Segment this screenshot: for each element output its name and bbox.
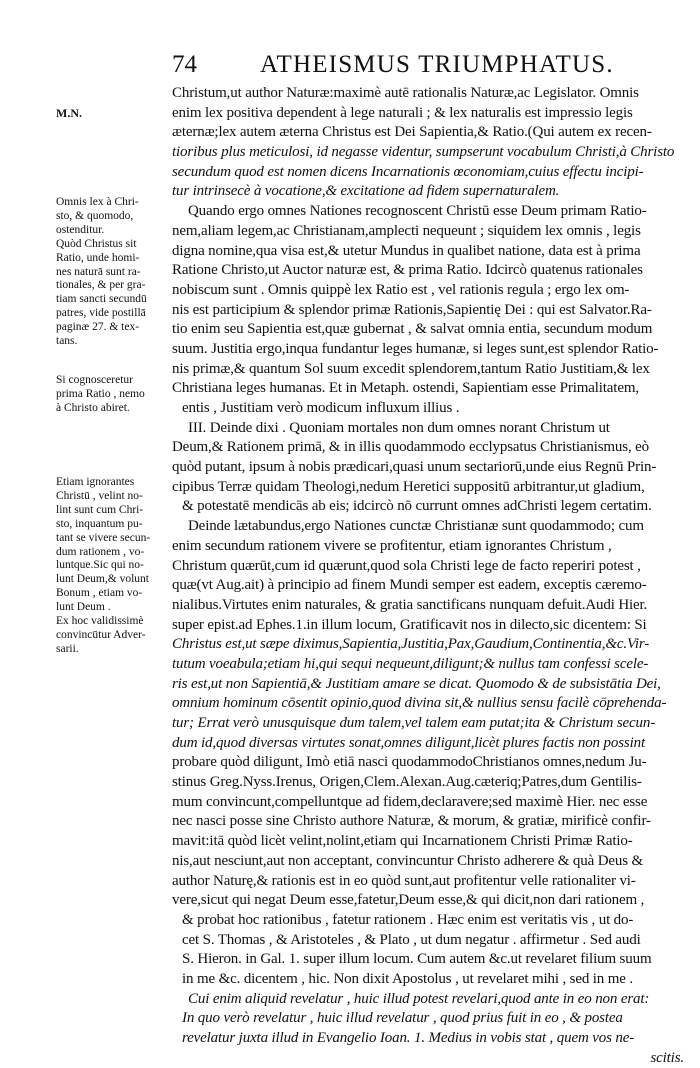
- text-line: cet S. Thomas , & Aristoteles , & Plato , ut dum negatur . affirmetur . Sed audi: [182, 931, 641, 948]
- main-text-column: [172, 84, 684, 1068]
- text-line: Christiana leges humanas. Et in Metaph. ostendi, Sapientiam esse Primalitatem,: [172, 380, 639, 397]
- text-line: in me &c. dicentem , hic. Non dixit Apostolus , ut revelaret mihi , sed in me .: [182, 970, 633, 987]
- text-line: nobiscum sunt . Omnis quippè lex Ratio est , vel rationis regula ; ergo lex om-: [172, 281, 630, 298]
- text-line: Christum quærūt,cum id quærunt,quod sola Christi lege de facto reperiri potest ,: [172, 557, 641, 574]
- text-line: cipibus Terræ quidam Theologi,nedum Heretici suppositū arbitrantur,ut gladium,: [172, 478, 645, 495]
- text-line: vere,sicut qui negat Deum esse,fatetur,Deum esse,& qui dicit,non dari rationem ,: [172, 892, 645, 909]
- text-line: nis est participium & splendor primæ Rationis,Sapientię Dei : qui est Salvator.Ra-: [172, 301, 652, 318]
- margin-note-line: luntque.Sic qui no-: [56, 559, 144, 572]
- text-line: & probat hoc rationibus , fatetur rationem . Hæc enim est veritatis vis , ut do-: [182, 911, 634, 928]
- text-line: nec nasci posse sine Christo authore Naturæ, & morum, & gratiæ, mirificè confir-: [172, 813, 651, 830]
- margin-note-line: Omnis lex à Chri-: [56, 196, 139, 208]
- text-line: ris est,ut non Sapientiā,& Justitiam amare se dicat. Quomodo & de subsistātia Dei,: [172, 675, 661, 692]
- text-line: stinus Greg.Nyss.Irenus, Origen,Clem.Alexan.Aug.cæteriq;Patres,dum Gentilis-: [172, 774, 642, 791]
- text-line: Christus est,ut sæpe diximus,Sapientia,Justitia,Pax,Gaudium,Continentia,&c.Vir-: [172, 636, 650, 653]
- margin-note-line: Bonum , etiam vo-: [56, 587, 143, 600]
- margin-note-line: lunt Deum .: [56, 601, 111, 614]
- text-line: super epist.ad Ephes.1.in illum locum, Gratificavit nos in dilecto,sic dicentem: Si: [172, 616, 647, 633]
- margin-note-omnis-lex: [56, 196, 168, 349]
- page-number: 74: [172, 51, 197, 78]
- text-line: secundum quod est nomen dicens Incarnationis œconomiam,cuius effectu incipi-: [172, 163, 644, 180]
- margin-note-line: sto, inquantum pu-: [56, 517, 143, 530]
- text-line: suum. Justitia ergo,inqua fundantur leges humanæ, si leges sunt,est splendor Ratio-: [172, 340, 659, 357]
- margin-note-etiam-ignorantes: [56, 476, 168, 657]
- margin-note-si-cognosceretur: [56, 374, 168, 416]
- text-line: quæ(vt Aug.ait) à principio ad finem Mundi semper est eadem, exceptis cæremo-: [172, 577, 647, 594]
- margin-note-line: tionales, & per gra-: [56, 279, 146, 292]
- text-line: tur; Errat verò unusquisque dum talem,vel talem eam putat;ita & Christum secun-: [172, 715, 656, 731]
- margin-note-line: Ex hoc validissimè: [56, 615, 144, 628]
- text-line: scitis.: [650, 1049, 684, 1066]
- text-line: nem,aliam legem,ac Christianam,amplecti nequeunt ; siquidem lex omnis , legis: [172, 222, 641, 239]
- text-line: enim secundum rationem vivere se profitentur, etiam ignorantes Christum ,: [172, 537, 612, 554]
- margin-note-line: dum rationem , vo-: [56, 545, 145, 558]
- margin-note-line: à Christo abiret.: [56, 401, 130, 414]
- page-header: [172, 50, 682, 84]
- margin-note-line: Si cognosceretur: [56, 374, 133, 386]
- text-line: enim lex positiva dependent à lege naturali ; & lex naturalis est impressio legis: [172, 104, 633, 121]
- margin-note-line: convincūtur Adver-: [56, 628, 146, 641]
- running-title: ATHEISMUS TRIUMPHATUS.: [260, 51, 614, 78]
- margin-note-line: Ratio, unde homi-: [56, 251, 140, 264]
- text-line: omnium hominum cōsentit opinio,quod divina sit,& nullius sensu facilè cōprehenda-: [172, 695, 667, 712]
- text-line: nialibus.Virtutes enim naturales, & gratia sanctificans nunquam defuit.Audi Hier.: [172, 596, 648, 613]
- text-line: nis,aut nesciunt,aut non acceptant, convincuntur Christo adherere & quà Deus &: [172, 852, 644, 869]
- margin-note-line: tant se vivere secun-: [56, 531, 151, 544]
- text-line: mum convincunt,compelluntque ad fidem,declaravere;sed maximè Hier. nec esse: [172, 793, 648, 810]
- margin-note-line: prima Ratio , nemo: [56, 387, 145, 400]
- text-line: III. Deinde dixi . Quoniam mortales non dum omnes norant Christum ut: [188, 419, 610, 436]
- margin-note-line: lunt Deum,& volunt: [56, 573, 149, 586]
- text-line: Deinde lætabundus,ergo Nationes cunctæ Christianæ sunt quodammodo; cum: [188, 518, 644, 535]
- margin-note-line: sarii.: [56, 642, 79, 655]
- text-line: æternæ;lex autem æterna Christus est Dei Sapientia,& Ratio.(Qui autem ex recen-: [172, 124, 652, 141]
- margin-note-line: patres, vide postillā: [56, 307, 146, 320]
- margin-note-line: Etiam ignorantes: [56, 476, 135, 488]
- text-line: digna nomine,qua visa est,& utetur Mundus in qualibet natione, data est à prima: [172, 242, 641, 259]
- margin-note-line: lint sunt cum Chri-: [56, 503, 144, 516]
- text-line: tutum voeabula;etiam hi,qui sequi nequeunt,diligunt;& nullus tam confessi scele-: [172, 655, 649, 672]
- marginal-siglum: M.N.: [56, 106, 82, 120]
- margin-note-line: paginæ 27. & tex-: [56, 321, 140, 334]
- text-line: mavit:itā quòd licèt velint,nolint,etiam qui Incarnationem Christi Primæ Ratio-: [172, 833, 633, 850]
- text-line: S. Hieron. in Gal. 1. super illum locum. Cum autem &c.ut revelaret filium suum: [182, 951, 652, 968]
- text-line: Christum,ut author Naturæ:maximè autē rationalis Naturæ,ac Legislator. Omnis: [172, 85, 639, 101]
- text-line: revelatur juxta illud in Evangelio Ioan. 1. Medius in vobis stat , quem vos ne-: [182, 1030, 635, 1046]
- text-line: author Naturę,& rationis est in eo quòd sunt,aut profitentur velle rationaliter vi-: [172, 872, 636, 889]
- margin-note-line: Christū , velint no-: [56, 489, 143, 502]
- text-line: Deum,& Rationem primā, & in illis quodammodo ecclypsatus Christianismus, eò: [172, 439, 650, 456]
- margin-note-line: nes naturā sunt ra-: [56, 265, 141, 278]
- text-line: Quando ergo omnes Nationes recognoscent Christū esse Deum primam Ratio-: [188, 203, 647, 220]
- margin-note-line: Quòd Christus sit: [56, 237, 137, 250]
- margin-note-line: tans.: [56, 335, 78, 348]
- text-line: tio enim seu Sapientia est,quæ gubernat , & salvat omnia entia, secundum modum: [172, 321, 653, 338]
- text-line: & potestatē mendicās ab eis; idcircò nō currunt omnes adChristi legem certatim.: [182, 498, 652, 515]
- text-line: entis , Justitiam verò modicum influxum illius .: [182, 400, 460, 416]
- margin-note-line: ostenditur.: [56, 223, 105, 236]
- margin-note-line: tiam sancti secundū: [56, 293, 147, 306]
- text-line: In quo verò revelatur , huic illud revelatur , quod prius fuit in eo , & postea: [182, 1010, 623, 1027]
- text-line: quòd putant, ipsum à nobis prædicari,quasi unum sectariorū,unde eius Regnū Prin-: [172, 459, 657, 476]
- margin-note-line: sto, & quomodo,: [56, 209, 134, 222]
- text-line: Cui enim aliquid revelatur , huic illud potest revelari,quod ante in eo non erat:: [188, 990, 650, 1007]
- text-line: nis primæ,& quantum Sol suum excedit splendorem,tantum Ratio Justitiam,& lex: [172, 360, 650, 377]
- text-line: probare quòd diligunt, Imò etiā nasci quodammodoChristianos omnes,nedum Ju-: [172, 754, 647, 771]
- text-line: dum id,quod diversas virtutes sonat,omnes diligunt,licèt plures factis non possint: [172, 734, 645, 751]
- text-line: Ratione Christo,ut Auctor naturæ est, & prima Ratio. Idcircò quatenus rationales: [172, 262, 643, 279]
- text-line: tur intrinsecè à vocatione,& excitatione ad fidem supernaturalem.: [172, 183, 560, 200]
- text-line: tioribus plus meticulosi, id negasse videntur, sumpserunt vocabulum Christi,à Christo: [172, 144, 675, 161]
